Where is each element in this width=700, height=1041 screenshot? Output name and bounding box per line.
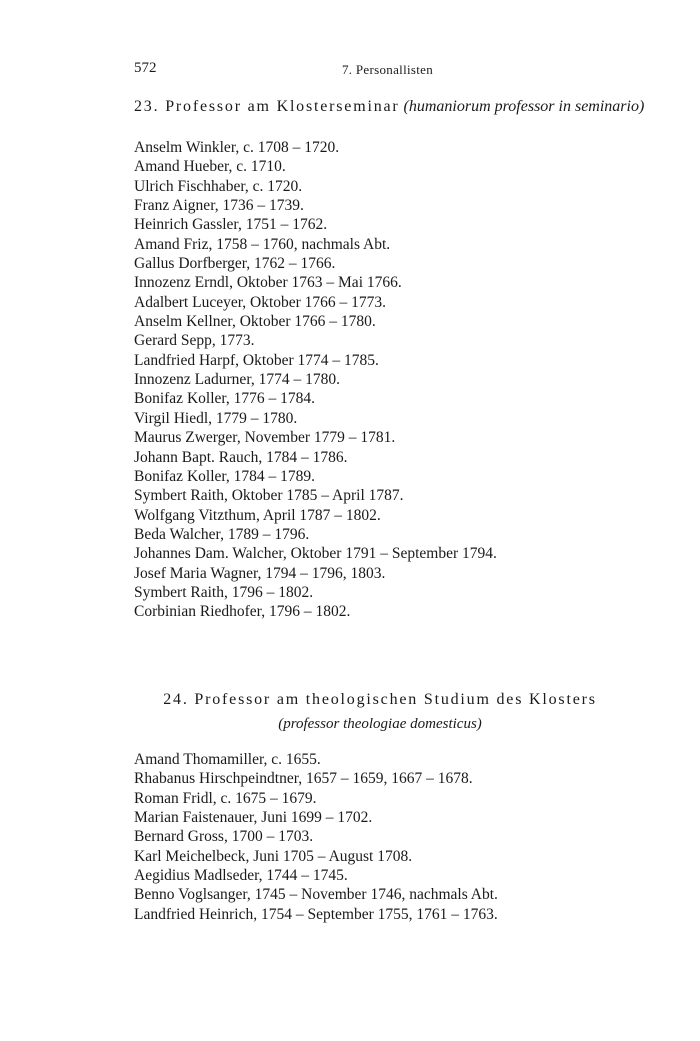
section-24-entry-list xyxy=(134,750,498,924)
list-item: Symbert Raith, 1796 – 1802. xyxy=(134,583,314,601)
list-item: Aegidius Madlseder, 1744 – 1745. xyxy=(134,867,348,885)
section-24-latin-title: (professor theologiae domesticus) xyxy=(278,716,482,732)
list-item: Virgil Hiedl, 1779 – 1780. xyxy=(134,409,298,427)
list-item: Johann Bapt. Rauch, 1784 – 1786. xyxy=(134,448,348,466)
list-item: Beda Walcher, 1789 – 1796. xyxy=(134,525,310,543)
list-item: Corbinian Riedhofer, 1796 – 1802. xyxy=(134,603,351,621)
list-item: Gerard Sepp, 1773. xyxy=(134,332,255,350)
list-item: Heinrich Gassler, 1751 – 1762. xyxy=(134,216,328,234)
list-item: Amand Thomamiller, c. 1655. xyxy=(134,751,321,768)
list-item: Gallus Dorfberger, 1762 – 1766. xyxy=(134,255,336,273)
section-24-heading xyxy=(134,688,626,736)
list-item: Maurus Zwerger, November 1779 – 1781. xyxy=(134,429,396,447)
section-23-heading xyxy=(134,98,660,116)
section-23-title: 23. Professor am Klosterseminar xyxy=(134,98,400,115)
list-item: Amand Friz, 1758 – 1760, nachmals Abt. xyxy=(134,235,391,253)
list-item: Innozenz Erndl, Oktober 1763 – Mai 1766. xyxy=(134,274,402,292)
list-item: Landfried Heinrich, 1754 – September 1755, 1761 – 1763. xyxy=(134,905,498,923)
section-23-latin-title: (humaniorum professor in seminario) xyxy=(403,98,645,115)
list-item: Franz Aigner, 1736 – 1739. xyxy=(134,197,304,215)
section-23-entry-list xyxy=(134,138,497,622)
list-item: Josef Maria Wagner, 1794 – 1796, 1803. xyxy=(134,564,386,582)
list-item: Bonifaz Koller, 1784 – 1789. xyxy=(134,467,316,485)
list-item: Bernard Gross, 1700 – 1703. xyxy=(134,828,314,846)
list-item: Ulrich Fischhaber, c. 1720. xyxy=(134,177,303,195)
list-item: Amand Hueber, c. 1710. xyxy=(134,158,286,176)
section-24-title: 24. Professor am theologischen Studium des Klosters xyxy=(163,691,597,708)
list-item: Adalbert Luceyer, Oktober 1766 – 1773. xyxy=(134,293,387,311)
list-item: Karl Meichelbeck, Juni 1705 – August 1708. xyxy=(134,847,413,865)
list-item: Marian Faistenauer, Juni 1699 – 1702. xyxy=(134,809,373,827)
page-number: 572 xyxy=(134,60,157,76)
list-item: Johannes Dam. Walcher, Oktober 1791 – September 1794. xyxy=(134,545,497,563)
list-item: Landfried Harpf, Oktober 1774 – 1785. xyxy=(134,351,379,369)
list-item: Benno Voglsanger, 1745 – November 1746, nachmals Abt. xyxy=(134,886,498,904)
list-item: Anselm Kellner, Oktober 1766 – 1780. xyxy=(134,313,376,331)
list-item: Wolfgang Vitzthum, April 1787 – 1802. xyxy=(134,506,381,524)
list-item: Symbert Raith, Oktober 1785 – April 1787. xyxy=(134,487,404,505)
list-item: Anselm Winkler, c. 1708 – 1720. xyxy=(134,139,340,156)
running-head: 7. Personallisten xyxy=(342,62,434,77)
list-item: Rhabanus Hirschpeindtner, 1657 – 1659, 1667 – 1678. xyxy=(134,770,473,788)
list-item: Bonifaz Koller, 1776 – 1784. xyxy=(134,390,316,408)
list-item: Innozenz Ladurner, 1774 – 1780. xyxy=(134,371,340,389)
list-item: Roman Fridl, c. 1675 – 1679. xyxy=(134,789,317,807)
